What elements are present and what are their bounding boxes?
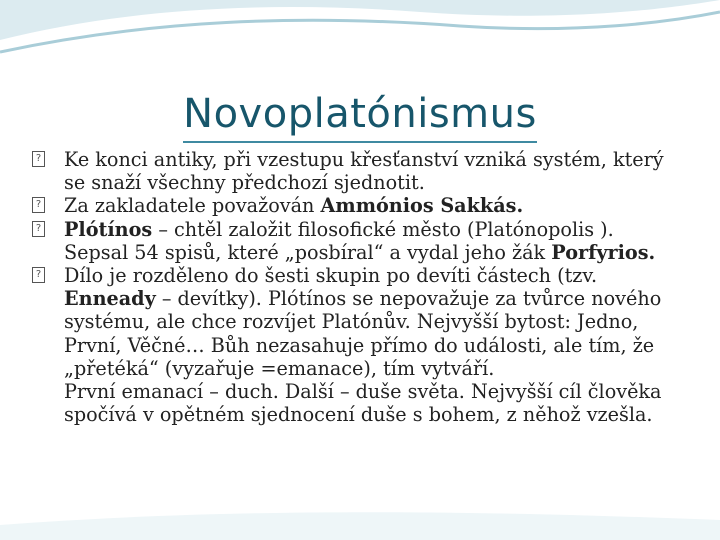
continuation-paragraph: První emanací – duch. Další – duše světa. Nejvyšší cíl člověka spočívá v opětném sjednocení duše s bohem, z něhož vzešla. — [64, 380, 662, 427]
missing-glyph-bullet-icon — [32, 221, 45, 237]
missing-glyph-bullet-icon — [32, 151, 45, 167]
bullet-item: ? Plótínos – chtěl založit filosofické město (Platónopolis ). Sepsal 54 spisů, které „posbíral“ a vydal jeho žák Porfyrios. — [30, 218, 680, 264]
bullet-item: ? Za zakladatele považován Ammónios Sakkás. — [30, 194, 680, 217]
bullet-item: ? Ke konci antiky, při vzestupu křesťanství vzniká systém, který se snaží všechny předchozí sjednotit. — [30, 148, 680, 194]
bullet-item: ? Dílo je rozděleno do šesti skupin po devíti částech (tzv. Enneady – devítky). Plótínos se nepovažuje za tvůrce nového systému, ale chce rozvíjet Platónův. Nejvyšší bytost: Jedno, První, Věčné… Bůh nezasahuje přímo do události, ale tím, že „přetéká“ (vyzařuje =emanace), tím vytváří. — [30, 264, 680, 380]
slide-body — [30, 148, 680, 426]
missing-glyph-bullet-icon — [32, 197, 45, 213]
missing-glyph-bullet-icon — [32, 267, 45, 283]
slide-title: Novoplatónismus — [0, 90, 720, 138]
